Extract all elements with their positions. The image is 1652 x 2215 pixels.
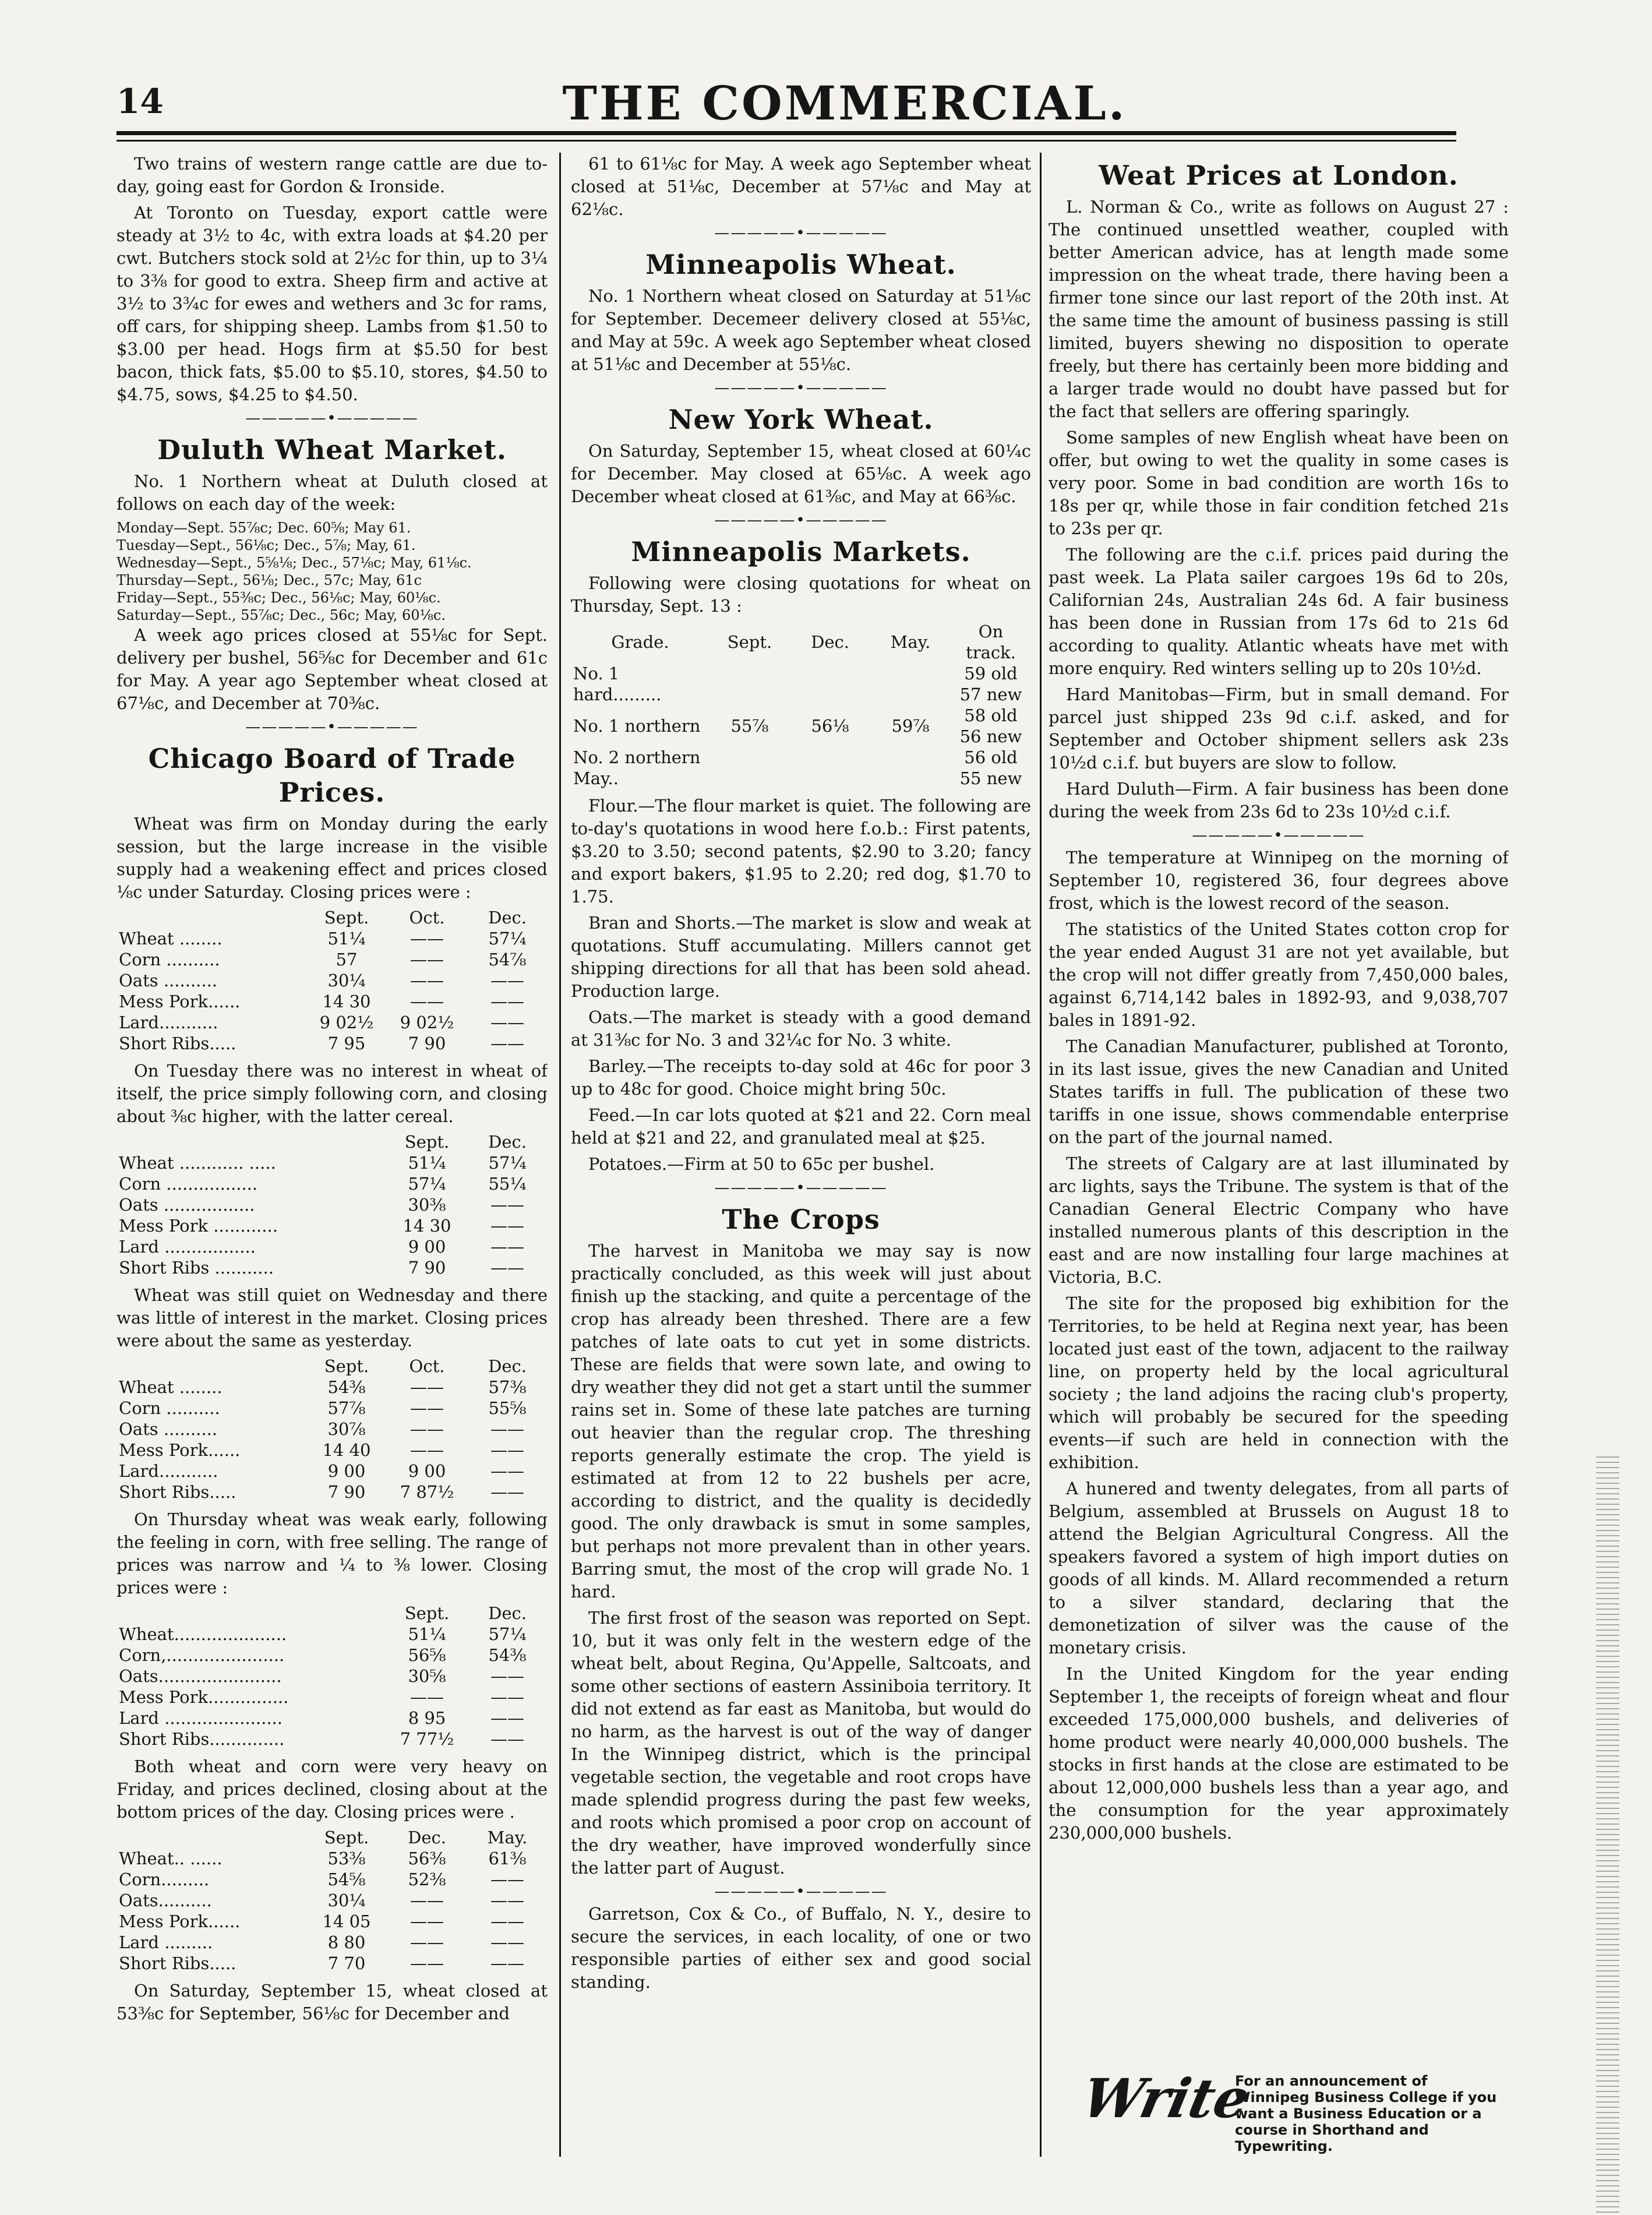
price-table (117, 907, 548, 1054)
table-cell: Lard........... (119, 1013, 218, 1032)
table-cell: No. 1 hard......... (573, 664, 662, 704)
table-cell: 57¼ (408, 1174, 446, 1194)
article-paragraph: A week ago prices closed at 55⅛c for Sept. delivery per bushel, 56⅝c for December and 61c for May. A year ago September wheat closed at 67⅛c, and December at 70⅜c. (117, 625, 548, 713)
table-cell: —— (490, 1440, 524, 1460)
section-separator: —————•————— (714, 379, 888, 397)
table-row (117, 1257, 548, 1278)
table-row (117, 970, 548, 991)
section-title: Minneapolis Markets. (631, 536, 971, 567)
article-paragraph: No. 1 Northern wheat at Duluth closed at follows on each day of the week: (117, 471, 548, 514)
column-header: Dec. (408, 1828, 446, 1847)
article-paragraph: On Saturday, September 15, wheat closed at 53⅜c for September, 56⅛c for December and (117, 1981, 548, 2023)
table-row (117, 1890, 548, 1911)
section-separator: —————•————— (714, 1179, 888, 1197)
article-paragraph: Hard Manitobas—Firm, but in small demand. For parcel just shipped 23s 9d c.i.f. asked, and for September and October shipment sellers ask 23s 10½d c.i.f. but buyers are slow to follow. (1049, 685, 1509, 773)
table-cell: 14 40 (322, 1440, 371, 1460)
article-paragraph: Both wheat and corn were very heavy on Friday, and prices declined, closing about at the bottom prices of the day. Closing prices were . (117, 1757, 548, 1822)
column-header (117, 1356, 306, 1377)
column-header: Dec. (488, 1132, 527, 1152)
section-title: Chicago Board of Trade Prices. (148, 743, 516, 808)
table-row (117, 1194, 548, 1215)
masthead: THE COMMERCIAL. (562, 76, 1127, 130)
table-cell: —— (490, 1013, 524, 1032)
section-title: New York Wheat. (668, 404, 934, 435)
table-cell: Wheat ........ (119, 1377, 223, 1397)
table-row (117, 1033, 548, 1054)
table-cell: Short Ribs.............. (119, 1729, 285, 1749)
table-cell: Corn,...................... (119, 1645, 285, 1665)
column-header: On track. (966, 622, 1016, 662)
column-header: Dec. (488, 1356, 527, 1376)
table-cell: Lard ...................... (119, 1708, 283, 1728)
table-cell: 7 90 (408, 1034, 446, 1053)
table-cell: 55⅞ (730, 716, 769, 736)
table-cell: 59⅞ (891, 716, 930, 736)
table-cell: Mess Pork ............ (119, 1216, 278, 1236)
table-cell: —— (490, 1237, 524, 1257)
table-cell: Short Ribs..... (119, 1034, 236, 1053)
column-header: Dec. (488, 908, 527, 927)
column-header: Grade. (611, 632, 669, 652)
table-cell (870, 747, 951, 789)
table-cell (790, 663, 870, 705)
column-middle (571, 153, 1031, 2163)
column-header: Dec. (488, 1603, 527, 1623)
table-cell: Corn ................. (119, 1174, 258, 1194)
table-cell: —— (410, 1687, 444, 1707)
table-cell: 9 02½ (400, 1013, 454, 1032)
column-header: Sept. (727, 632, 772, 652)
table-row (117, 1482, 548, 1502)
table-cell: Mess Pork...... (119, 1911, 241, 1931)
article-paragraph: The following are the c.i.f. prices paid during the past week. La Plata sailer cargoes 19s 6d to 20s, Californian 24s, Australian 24s 6d. A fair business has been done in Russian from 17s 6d to 21s 6d according to quality. Atlantic wheats have met with more enquiry. Red winters selling up to 20s 10½d. (1049, 545, 1509, 678)
article-paragraph: Following were closing quotations for wheat on Thursday, Sept. 13 : (571, 573, 1031, 616)
table-cell: 30¼ (327, 1890, 366, 1910)
article-paragraph: On Thursday wheat was weak early, following the feeling in corn, with free selling. The range of prices was narrow and ¼ to ⅜ lower. Closing prices were : (117, 1509, 548, 1597)
article-paragraph: The first frost of the season was reported on Sept. 10, but it was only felt in the western edge of the wheat belt, about Regina, Qu'Appelle, Saltcoats, and some other sections of eastern Assiniboia territory. It did not extend as far east as Manitoba, but would do no harm, as the harvest is out of the way of danger In the Winnipeg district, which is the principal vegetable section, the vegetable and root crops have made splendid progress during the past few weeks, and roots which promised a poor crop on account of the dry weather, have improved wonderfully since the latter part of August. (571, 1608, 1031, 1878)
table-row (117, 1236, 548, 1257)
table-cell: 54⅞ (488, 950, 527, 969)
table-cell: —— (490, 1890, 524, 1910)
table-cell: 57⅞ (327, 1398, 366, 1418)
header-rule-thin (117, 140, 1456, 142)
table-cell: Short Ribs..... (119, 1953, 236, 1973)
advertisement-text: For an announcement of Winnipeg Business College if you want a Business Education or a course in Shorthand and Typewriting. (1235, 2073, 1497, 2154)
news-item: The Canadian Manufacturer, published at Toronto, in its last issue, gives the new Canadian and United States tariffs in full. The publication of these two tariffs in one issue, shows commendable enterprise on the part of the journal named. (1049, 1036, 1509, 1147)
table-row (117, 1687, 548, 1708)
table-cell: 57¼ (488, 1153, 527, 1173)
price-table (117, 1356, 548, 1502)
table-cell: —— (410, 929, 444, 948)
table-row (117, 1377, 548, 1398)
page-header (87, 64, 1509, 128)
table-cell: 30⅜ (408, 1195, 446, 1215)
news-item: The statistics of the United States cotton crop for the year ended August 31 are not yet available, but the crop will not differ greatly from 7,450,000 bales, against 6,714,142 bales in 1892-93, and 9,038,707 bales in 1891-92. (1049, 919, 1509, 1030)
article-paragraph: Bran and Shorts.—The market is slow and weak at quotations. Stuff accumulating. Millers cannot get shipping directions for all that has been sold ahead. Production large. (571, 913, 1031, 1001)
table-cell: 30⅞ (327, 1419, 366, 1439)
table-cell: 57⅜ (488, 1377, 527, 1397)
article-paragraph: No. 1 Northern wheat closed on Saturday at 51⅛c for September. Decemeer delivery closed at 55⅛c, and May at 59c. A week ago September wheat closed at 51⅛c and December at 55⅛c. (571, 286, 1031, 374)
table-row (117, 1461, 548, 1482)
header-rule (117, 131, 1456, 135)
table-row (117, 991, 548, 1012)
table-cell (709, 663, 790, 705)
table-cell: No. 2 northern May.. (573, 747, 701, 788)
table-row (117, 1419, 548, 1440)
table-header-row (571, 621, 1031, 663)
table-row (117, 1869, 548, 1890)
table-cell: 54⅜ (488, 1645, 527, 1665)
table-cell: Oats .......... (119, 1419, 218, 1439)
table-cell: —— (490, 971, 524, 990)
table-cell: 7 95 (327, 1034, 366, 1053)
table-cell: —— (490, 1419, 524, 1439)
list-item: Thursday—Sept., 56⅛; Dec., 57c; May, 61c (117, 572, 422, 588)
table-cell: 7 90 (327, 1482, 366, 1502)
table-header-row (117, 1131, 548, 1152)
article-paragraph: Flour.—The flour market is quiet. The following are to-day's quotations in wood here f.o.b.: First patents, $3.20 to 3.50; second patents, $2.90 to 3.20; fancy and export bakers, $1.95 to 2.20; red dog, $1.70 to 1.75. (571, 796, 1031, 907)
table-cell: —— (490, 1687, 524, 1707)
table-row (117, 1932, 548, 1953)
table-row (117, 1953, 548, 1974)
table-header-row (117, 1827, 548, 1848)
table-row (571, 663, 1031, 705)
table-cell: —— (490, 1953, 524, 1973)
table-cell: —— (410, 1911, 444, 1931)
table-header-row (117, 907, 548, 928)
section-title: The Crops (722, 1204, 880, 1235)
table-cell: 56⅝ (408, 1645, 446, 1665)
table-cell: 14 30 (403, 1216, 451, 1236)
table-row (117, 1440, 548, 1461)
column-header (117, 1131, 387, 1152)
table-row (117, 1729, 548, 1750)
table-cell: 53⅜ (327, 1849, 366, 1868)
article-paragraph: Oats.—The market is steady with a good demand at 31⅜c for No. 3 and 32¼c for No. 3 white. (571, 1007, 1031, 1050)
price-table (117, 1827, 548, 1974)
section-title: Minneapolis Wheat. (645, 249, 956, 280)
table-cell: 57¼ (488, 929, 527, 948)
table-cell: 52⅜ (408, 1870, 446, 1889)
article-paragraph: 61 to 61⅛c for May. A week ago September wheat closed at 51⅛c, December at 57⅛c and May at 62⅛c. (571, 154, 1031, 219)
table-cell: Oats.......... (119, 1890, 212, 1910)
table-row (117, 1152, 548, 1173)
list-item: Saturday—Sept., 55⅞c; Dec., 56c; May, 60⅛c. (117, 607, 446, 623)
table-cell: Mess Pork...... (119, 1440, 241, 1460)
table-cell: Corn......... (119, 1870, 210, 1889)
table-row (571, 705, 1031, 747)
table-cell: Corn .......... (119, 1398, 220, 1418)
table-cell: 51¼ (408, 1153, 446, 1173)
table-cell: Mess Pork............... (119, 1687, 289, 1707)
column-header: Sept. (324, 908, 369, 927)
section-separator: —————•————— (714, 1883, 888, 1900)
section-title: Duluth Wheat Market. (157, 434, 507, 465)
table-cell: Wheat..................... (119, 1624, 287, 1644)
table-cell: Wheat ............ ..... (119, 1153, 276, 1173)
table-cell: Oats ................. (119, 1195, 255, 1215)
article-paragraph: Wheat was still quiet on Wednesday and there was little of interest in the market. Closing prices were about the same as yesterday. (117, 1285, 548, 1350)
table-cell: —— (490, 1729, 524, 1749)
table-cell: 9 00 (327, 1461, 366, 1481)
article-paragraph: Wheat was firm on Monday during the early session, but the large increase in the visible supply had a weakening effect and prices closed ⅛c under Saturday. Closing prices were : (117, 814, 548, 902)
table-cell: Corn .......... (119, 950, 220, 969)
table-row (117, 1173, 548, 1194)
daily-prices-list (117, 519, 548, 624)
table-cell (870, 663, 951, 705)
table-cell: 54⅝ (327, 1870, 366, 1889)
table-row (117, 928, 548, 949)
table-cell: —— (490, 1034, 524, 1053)
advertisement (1060, 2067, 1509, 2154)
price-table (117, 1603, 548, 1750)
table-cell: —— (410, 1398, 444, 1418)
section-separator: —————•————— (245, 718, 419, 736)
table-cell: —— (410, 950, 444, 969)
table-header-row (117, 1603, 548, 1624)
table-row (117, 1911, 548, 1932)
table-cell: —— (410, 1953, 444, 1973)
table-cell: 57 (336, 950, 358, 969)
section-separator: —————•————— (1192, 827, 1365, 844)
table-cell: 58 old 56 new (959, 706, 1022, 746)
table-cell: Oats .......... (119, 971, 218, 990)
news-item: The temperature at Winnipeg on the morning of September 10, registered 36, four degrees above frost, which is the lowest record of the season. (1049, 848, 1509, 913)
table-cell: —— (490, 1258, 524, 1278)
price-table (117, 1131, 548, 1278)
column-header: Oct. (409, 908, 445, 927)
table-cell: —— (410, 1377, 444, 1397)
table-cell: 14 30 (322, 992, 371, 1011)
table-cell: —— (490, 992, 524, 1011)
column-divider (1040, 153, 1042, 2157)
article-paragraph: Potatoes.—Firm at 50 to 65c per bushel. (588, 1154, 935, 1174)
scan-edge-artifact (1596, 1456, 1619, 2214)
table-cell: Lard ......... (119, 1932, 213, 1952)
table-row (571, 747, 1031, 789)
table-cell: 7 70 (327, 1953, 366, 1973)
table-cell: —— (410, 1440, 444, 1460)
table-cell: —— (490, 1482, 524, 1502)
list-item: Wednesday—Sept., 5⅝⅛; Dec., 57⅛c; May, 61⅛c. (117, 555, 472, 571)
table-cell (790, 747, 870, 789)
table-row (117, 1215, 548, 1236)
table-cell: Lard ................. (119, 1237, 256, 1257)
news-item: The streets of Calgary are at last illuminated by arc lights, says the Tribune. The system is that of the Canadian General Electric Company who have installed numerous plants of this description in the east and are now installing four large machines at Victoria, B.C. (1049, 1154, 1509, 1287)
table-cell: —— (410, 971, 444, 990)
table-cell: 61⅜ (488, 1849, 527, 1868)
table-row (117, 1708, 548, 1729)
table-cell: Mess Pork...... (119, 992, 241, 1011)
article-paragraph: Garretson, Cox & Co., of Buffalo, N. Y., desire to secure the services, in each locality, of one or two responsible parties of either sex and good social standing. (571, 1904, 1031, 1992)
table-cell: 8 95 (408, 1708, 446, 1728)
section-separator: —————•————— (714, 512, 888, 529)
table-cell: —— (410, 1890, 444, 1910)
table-cell: 9 02½ (319, 1013, 374, 1032)
table-cell: —— (490, 1870, 524, 1889)
table-cell: 14 05 (322, 1911, 371, 1931)
table-cell: 56⅛ (811, 716, 849, 736)
write-logo: Write (1076, 2067, 1256, 2130)
table-cell: Lard........... (119, 1461, 218, 1481)
section-separator: —————•————— (245, 410, 419, 427)
table-cell: —— (490, 1666, 524, 1686)
column-left (117, 153, 548, 2163)
column-header (117, 1603, 387, 1624)
table-cell: —— (490, 1932, 524, 1952)
table-cell: 9 00 (408, 1461, 446, 1481)
table-cell (709, 747, 790, 789)
column-header: Sept. (404, 1603, 450, 1623)
table-cell: —— (490, 1708, 524, 1728)
table-row (117, 1624, 548, 1645)
table-row (117, 1012, 548, 1033)
section-title: Weat Prices at London. (1099, 160, 1459, 191)
article-paragraph: Two trains of western range cattle are due to-day, going east for Gordon & Ironside. (117, 154, 548, 196)
table-cell: 7 87½ (400, 1482, 454, 1502)
table-cell: Wheat ........ (119, 929, 223, 948)
table-cell: 59 old 57 new (959, 664, 1022, 704)
list-item: Friday—Sept., 55⅜c; Dec., 56⅛c; May, 60⅛c. (117, 590, 441, 606)
article-paragraph: Feed.—In car lots quoted at $21 and 22. Corn meal held at $21 and 22, and granulated meal at $25. (571, 1105, 1031, 1148)
table-row (117, 1666, 548, 1687)
column-header: May. (890, 632, 931, 652)
article-paragraph: Some samples of new English wheat have been on offer, but owing to wet the quality in some cases is very poor. Some in bad condition are worth 16s to 18s per qr, while those in fair condition fetched 21s to 23s per qr. (1049, 428, 1509, 538)
price-table (571, 621, 1031, 789)
table-cell: —— (490, 1461, 524, 1481)
table-cell: Short Ribs ........... (119, 1258, 274, 1278)
table-cell: 30⅝ (408, 1666, 446, 1686)
table-row (117, 1645, 548, 1666)
table-cell: 30¼ (327, 971, 366, 990)
table-cell: —— (410, 992, 444, 1011)
article-paragraph: On Saturday, September 15, wheat closed at 60¼c for December. May closed at 65⅛c. A week ago December wheat closed at 61⅜c, and May at 66⅜c. (571, 441, 1031, 506)
news-item: A hunered and twenty delegates, from all parts of Belgium, assembled at Brussels on August 18 to attend the Belgian Agricultural Congress. All the speakers favored a system of high import duties on goods of all kinds. M. Allard recommended a return to a silver standard, declaring that the demonetization of silver was the cause of the monetary crisis. (1049, 1479, 1509, 1657)
table-cell: Short Ribs..... (119, 1482, 236, 1502)
table-cell: —— (490, 1216, 524, 1236)
article-paragraph: The harvest in Manitoba we may say is now practically concluded, as this week will just about finish up the stacking, and quite a percentage of the crop has already been threshed. There are a few patches of late oats to cut yet in some districts. These are fields that were sown late, and owing to dry weather they did not get a start until the summer rains set in. Some of these late patches are turning out heavier than the regular crop. The threshing reports generally estimate the crop. The yield is estimated at from 12 to 22 bushels per acre, according to district, and the quality is decidedly good. The only drawback is smut in some samples, but perhaps not more prevalent than in other years. Barring smut, the most of the crop will grade No. 1 hard. (571, 1241, 1031, 1602)
column-header (117, 907, 306, 928)
table-cell: 9 00 (408, 1237, 446, 1257)
article-paragraph: Hard Duluth—Firm. A fair business has been done during the week from 23s 6d to 23s 10½d c.i.f. (1049, 779, 1509, 821)
news-item: In the United Kingdom for the year ending September 1, the receipts of foreign wheat and flour exceeded 175,000,000 bushels, and deliveries of home product were nearly 40,000,000 bushels. The stocks in first hands at the close are estimated to be about 12,000,000 bushels less than a year ago, and the consumption for the year approximately 230,000,000 bushels. (1049, 1664, 1509, 1843)
column-header: Sept. (324, 1356, 369, 1376)
table-cell: —— (490, 1911, 524, 1931)
table-cell: Oats....................... (119, 1666, 282, 1686)
column-header: Dec. (811, 632, 849, 652)
table-row (117, 949, 548, 970)
column-header: Sept. (324, 1828, 369, 1847)
table-cell: 7 90 (408, 1258, 446, 1278)
table-cell: —— (410, 1932, 444, 1952)
table-header-row (117, 1356, 548, 1377)
news-item: The site for the proposed big exhibition for the Territories, to be held at Regina next year, has been located just east of the town, adjacent to the railway line, on property held by the local agricultural society ; the land adjoins the racing club's property, which will probably be secured for the speeding events—if such are held in connection with the exhibition. (1049, 1293, 1509, 1472)
article-paragraph: At Toronto on Tuesday, export cattle were steady at 3½ to 4c, with extra loads at $4.20 per cwt. Butchers stock sold at 2½c for thin, up to 3¼ to 3⅜ for good to extra. Sheep firm and active at 3½ to 3¾c for ewes and wethers and 3c for rams, off cars, for shipping sheep. Lambs from $1.50 to $3.00 per head. Hogs firm at $5.50 for best bacon, thick fats, $5.00 to $5.10, stores, $4.50 to $4.75, sows, $4.25 to $4.50. (117, 203, 548, 404)
article-paragraph: Barley.—The receipts to-day sold at 46c for poor 3 up to 48c for good. Choice might bring 50c. (571, 1056, 1031, 1099)
table-cell: 51¼ (327, 929, 366, 948)
table-cell: No. 1 northern (573, 716, 701, 736)
table-cell: Wheat.. ...... (119, 1849, 223, 1868)
section-separator: —————•————— (714, 224, 888, 242)
list-item: Monday—Sept. 55⅞c; Dec. 60⅝; May 61. (117, 520, 411, 536)
table-cell: 55⅝ (488, 1398, 527, 1418)
table-row (117, 1398, 548, 1419)
table-cell: —— (410, 1419, 444, 1439)
table-cell: 56⅜ (408, 1849, 446, 1868)
table-cell: 8 80 (327, 1932, 366, 1952)
page-number: 14 (117, 82, 164, 121)
column-right (1049, 153, 1509, 2163)
list-item: Tuesday—Sept., 56⅛c; Dec., 5⅞; May, 61. (117, 537, 416, 553)
table-cell: 57¼ (488, 1624, 527, 1644)
column-header: May. (487, 1828, 528, 1847)
article-paragraph: On Tuesday there was no interest in wheat of itself, the price simply following corn, and closing about ⅜c higher, with the latter cereal. (117, 1061, 548, 1126)
column-header: Sept. (404, 1132, 450, 1152)
column-divider (559, 153, 561, 2157)
column-header (117, 1827, 306, 1848)
table-cell: 56 old 55 new (959, 747, 1022, 788)
table-cell: 51¼ (408, 1624, 446, 1644)
table-cell: 7 77½ (400, 1729, 454, 1749)
table-cell: 55¼ (488, 1174, 527, 1194)
table-cell: —— (490, 1195, 524, 1215)
column-header: Oct. (409, 1356, 445, 1376)
article-paragraph: L. Norman & Co., write as follows on August 27 : The continued unsettled weather, coupled with better American advice, has at length made some impression on the wheat trade, there having been a firmer tone since our last report of the 20th inst. At the same time the amount of business passing is still limited, buyers shewing no disposition to operate freely, but there has certainly been more bidding and a larger trade would no doubt have passed but for the fact that sellers are offering sparingly. (1049, 197, 1509, 421)
table-row (117, 1848, 548, 1869)
table-cell: 54⅜ (327, 1377, 366, 1397)
